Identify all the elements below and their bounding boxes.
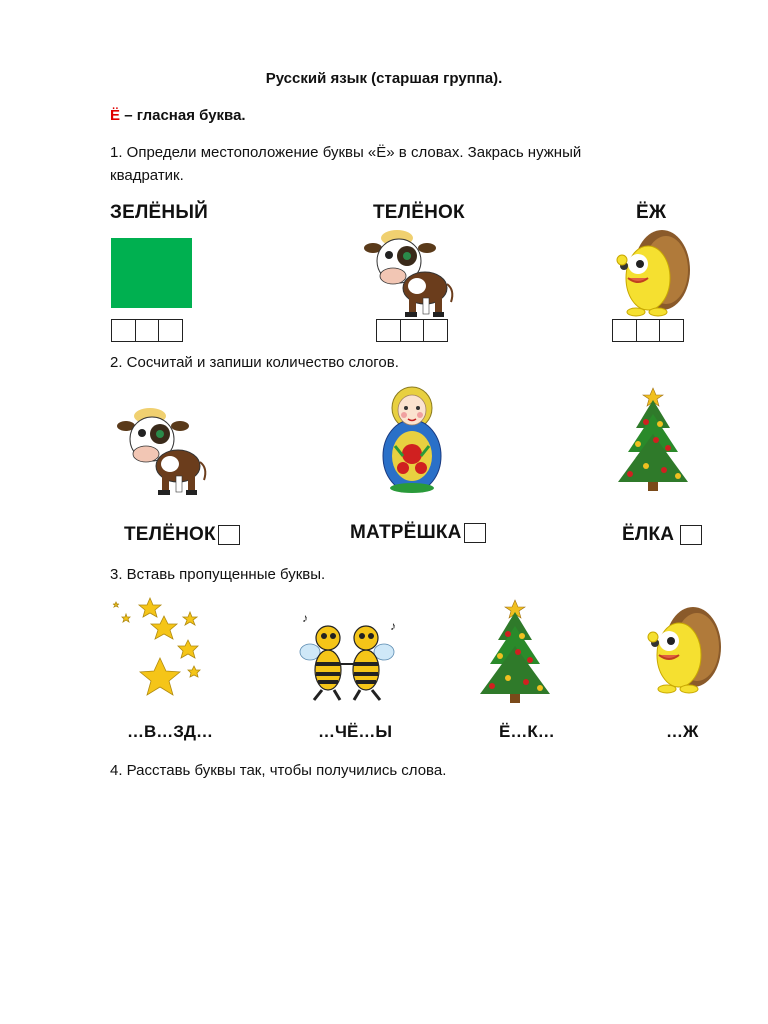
- syllable-box[interactable]: [680, 525, 702, 545]
- cells-telenok: [376, 319, 447, 342]
- page-title: Русский язык (старшая группа).: [265, 70, 503, 87]
- letter-cell[interactable]: [423, 319, 448, 342]
- hedgehog-icon: [612, 226, 692, 318]
- stars-icon: [106, 596, 212, 704]
- task2-word-1-wrap: [124, 524, 240, 546]
- syllable-box[interactable]: [464, 523, 486, 543]
- letter-cell[interactable]: [612, 319, 637, 342]
- task1-word-3: ЁЖ: [636, 202, 667, 223]
- task2-word-1: ТЕЛЁНОК: [124, 524, 216, 545]
- task2-word-3: ЁЛКА: [622, 524, 675, 545]
- task2-word-3-wrap: [622, 524, 702, 546]
- subtitle-letter: Ё: [110, 107, 121, 124]
- subtitle-rest: – гласная буква.: [120, 107, 246, 124]
- bees-icon: [294, 608, 400, 704]
- calf-icon: [118, 403, 208, 497]
- matryoshka-icon: [381, 386, 443, 494]
- task3-word-2: …ЧЁ…Ы: [318, 722, 392, 741]
- task3-text: 3. Вставь пропущенные буквы.: [110, 566, 326, 583]
- christmas-tree-icon: [478, 598, 552, 704]
- task2-text: 2. Сосчитай и запиши количество слогов.: [110, 354, 399, 371]
- task3-word-4: …Ж: [666, 722, 699, 741]
- christmas-tree-icon: [616, 386, 690, 492]
- letter-cell[interactable]: [111, 319, 136, 342]
- task2-word-2-wrap: [350, 522, 486, 544]
- task1-text: 1. Определи местоположение буквы «Ё» в словах. Закрась нужный квадратик.: [110, 144, 582, 184]
- svg-text:♪: ♪: [390, 619, 396, 633]
- task1-word-1: ЗЕЛЁНЫЙ: [110, 202, 208, 223]
- letter-cell[interactable]: [158, 319, 183, 342]
- cells-ezh: [612, 319, 683, 342]
- letter-cell[interactable]: [376, 319, 401, 342]
- task4-text: 4. Расставь буквы так, чтобы получились слова.: [110, 762, 447, 779]
- letter-cell[interactable]: [659, 319, 684, 342]
- syllable-box[interactable]: [218, 525, 240, 545]
- task3-word-3: Ё…К…: [499, 722, 555, 741]
- letter-cell[interactable]: [400, 319, 425, 342]
- hedgehog-icon: [643, 602, 723, 696]
- subtitle: [110, 107, 246, 124]
- task3-word-1: …В…ЗД…: [127, 722, 214, 741]
- calf-icon: [365, 226, 455, 318]
- green-square: [111, 238, 192, 308]
- task2-word-2: МАТРЁШКА: [350, 522, 462, 543]
- letter-cell[interactable]: [135, 319, 160, 342]
- cells-zeleny: [111, 319, 182, 342]
- svg-text:♪: ♪: [302, 611, 308, 625]
- letter-cell[interactable]: [636, 319, 661, 342]
- task1-word-2: ТЕЛЁНОК: [373, 202, 465, 223]
